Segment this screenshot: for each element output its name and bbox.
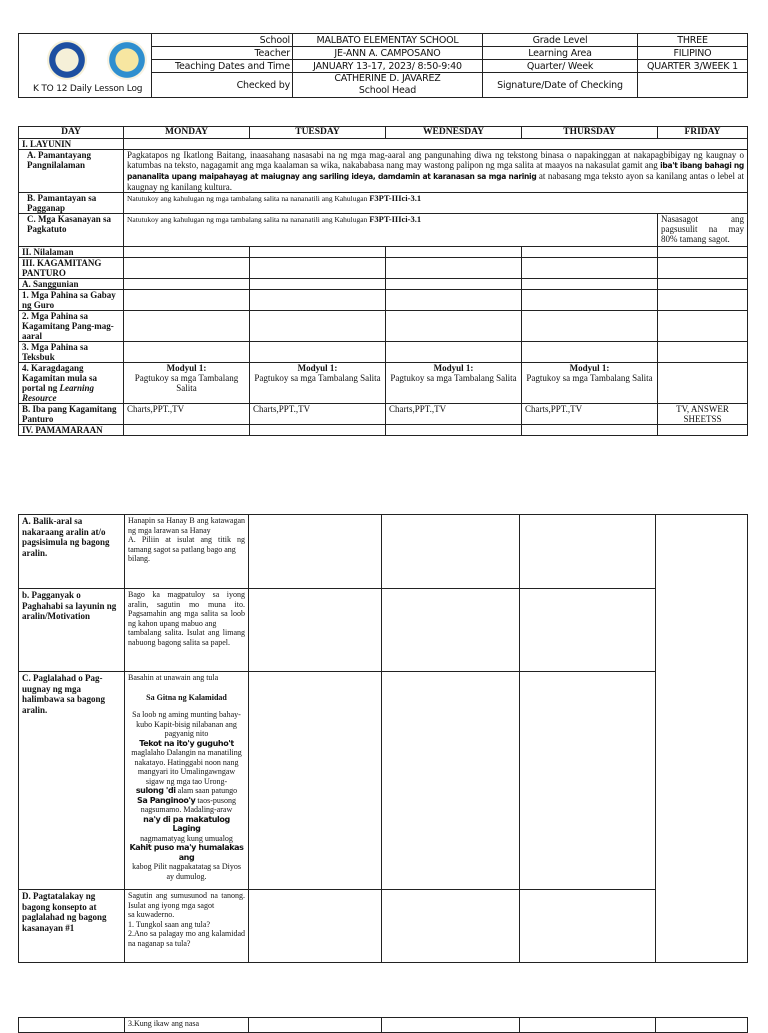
gabay-label: 1. Mga Pahina sa Gabay ng Guro	[19, 290, 124, 311]
thursday-header: THURSDAY	[522, 127, 658, 139]
empty-cell	[386, 247, 522, 258]
empty-cell	[382, 589, 520, 672]
modyul-thursday	[522, 363, 658, 404]
pagtatalakay-label: D. Pagtatalakay ng bagong konsepto at paglalahad ng bagong kasanayan #1	[19, 890, 125, 963]
karagdagang-label-text: 4. Karagdagang Kagamitan mula sa portal ng	[22, 363, 98, 393]
empty-cell	[250, 258, 386, 279]
empty-cell	[522, 279, 658, 290]
charts-wednesday: Charts,PPT.,TV	[386, 404, 522, 425]
modyul-title: Modyul 1:	[297, 363, 338, 373]
wednesday-header: WEDNESDAY	[386, 127, 522, 139]
empty-cell	[658, 247, 748, 258]
school-label: School	[152, 34, 293, 47]
empty-cell	[520, 890, 656, 963]
monday-header: MONDAY	[124, 127, 250, 139]
day-header: DAY	[19, 127, 124, 139]
karagdagang-label	[19, 363, 124, 404]
kasanayan-label: C. Mga Kasanayan sa Pagkatuto	[19, 214, 124, 247]
pagganap-description: Natutukoy ang kahulugan ng mga tambalang salita na nananatili ang Kahulugan	[127, 194, 368, 203]
pagganap-label: B. Pamantayan sa Pagganap	[19, 193, 124, 214]
modyul-wednesday	[386, 363, 522, 404]
empty-cell	[520, 515, 656, 589]
empty-cell	[658, 363, 748, 404]
empty-cell	[124, 342, 250, 363]
empty-cell	[386, 342, 522, 363]
empty-cell	[382, 672, 520, 890]
empty-cell	[249, 589, 382, 672]
empty-cell	[124, 311, 250, 342]
pagtatalakay-text: Sagutin ang sumusunod na tanong. Isulat ang iyong mga sagot sa kuwaderno. 1. Tungkol saan ang tula? 2.Ano sa palagay mo ang kalamidad na naganap sa tula?	[125, 890, 249, 963]
modyul-text: Pagtukoy sa mga Tambalang Salita	[526, 373, 653, 383]
kasanayan-text	[124, 214, 658, 247]
empty-cell	[656, 1018, 748, 1033]
checked-by-label: Checked by	[152, 73, 293, 98]
empty-cell	[658, 279, 748, 290]
learning-area-value: FILIPINO	[638, 47, 748, 60]
empty-cell	[382, 1018, 520, 1033]
school-value: MALBATO ELEMENTAY SCHOOL	[293, 34, 483, 47]
empty-cell	[124, 425, 250, 436]
modyul-text: Pagtukoy sa mga Tambalang Salita	[254, 373, 381, 383]
school-head-name: CATHERINE D. JAVAREZ	[334, 73, 441, 84]
pamantayang-text-part-3: at nabasang mga teksto ayon sa kanilang antas o lebel at kaugnay ng kanilang kultura.	[127, 171, 744, 192]
poem-line: Kahit puso ma'y humalakas ang	[129, 843, 244, 862]
empty-cell	[522, 258, 658, 279]
empty-cell	[522, 290, 658, 311]
empty-cell	[19, 1018, 125, 1033]
paglalahad-intro: Basahin at unawain ang tula	[128, 673, 219, 682]
modyul-text: Pagtukoy sa mga Tambalang Salita	[390, 373, 517, 383]
empty-cell	[386, 425, 522, 436]
checked-by-value	[293, 73, 483, 98]
next-page-text: 3.Kung ikaw ang nasa	[125, 1018, 249, 1033]
poem-title: Sa Gitna ng Kalamidad	[146, 692, 227, 702]
empty-cell	[658, 258, 748, 279]
poem-line-bold: Sa Panginoo'y	[137, 795, 196, 805]
empty-cell	[249, 672, 382, 890]
friday-procedure-cell	[656, 515, 748, 963]
signature-label: Signature/Date of Checking	[483, 73, 638, 98]
poem-line	[128, 796, 245, 815]
empty-cell	[250, 279, 386, 290]
grade-level-label: Grade Level	[483, 34, 638, 47]
empty-cell	[520, 1018, 656, 1033]
balik-aral-label: A. Balik-aral sa nakaraang aralin at/o pagsisimula ng bagong aralin.	[19, 515, 125, 589]
karagdagang-label-emph: Learning Resource	[22, 383, 95, 403]
teacher-value: JE-ANN A. CAMPOSANO	[293, 47, 483, 60]
empty-cell	[249, 890, 382, 963]
poem-line: nagmamatyag kung umualog	[140, 833, 233, 843]
kagamitang-pang-label: 2. Mga Pahina sa Kagamitang Pang-mag-aaral	[19, 311, 124, 342]
empty-cell	[250, 311, 386, 342]
kagamitang-label: III. KAGAMITANG PANTURO	[19, 258, 124, 279]
empty-cell	[250, 342, 386, 363]
dates-label: Teaching Dates and Time	[152, 60, 293, 73]
poem-line-text: taos-pusong nagsumamo. Madaling-araw	[140, 795, 236, 814]
charts-thursday: Charts,PPT.,TV	[522, 404, 658, 425]
poem-line: na'y di pa makatulog Laging	[143, 814, 230, 833]
empty-cell	[124, 290, 250, 311]
empty-cell	[522, 247, 658, 258]
empty-cell	[386, 311, 522, 342]
poem-line-text: alam saan patungo	[175, 786, 238, 795]
pamamaraan-label: IV. PAMAMARAAN	[19, 425, 124, 436]
empty-cell	[386, 290, 522, 311]
empty-cell	[386, 279, 522, 290]
nilalaman-label: II. Nilalaman	[19, 247, 124, 258]
dates-value: JANUARY 13-17, 2023/ 8:50-9:40	[293, 60, 483, 73]
poem-line: Sa loob ng aming munting bahay-kubo Kapit-bisig nilabanan ang pagyanig nito	[132, 710, 241, 738]
pamantayang-text-part-1: Pagkatapos ng Ikatlong Baitang, inaasahang nasasabi na ng mga mag-aaral ang pangunahing diwa ng tekstong binasa o napakinggan at nakapagbibigay ng kaugnay o katumbas na teksto, nagagamit ang mga kaalaman sa wika, nakababasa nang may wastong palipon ng mga salita at maayos na nakasulat gamit ang	[127, 150, 744, 170]
poem-line	[128, 786, 245, 796]
poem-line: maglalaho Dalangin na manatiling nakatayo. Hatinggabi noon nang mangyari ito Umalingawngaw sigaw ng mga tao Urong-	[131, 748, 242, 786]
pamantayang-text	[124, 150, 748, 193]
empty-cell	[520, 672, 656, 890]
tuesday-header: TUESDAY	[250, 127, 386, 139]
school-head-role: School Head	[358, 85, 417, 96]
kasanayan-code: F3PT-IIIci-3.1	[369, 214, 422, 224]
iba-pang-label: B. Iba pang Kagamitang Panturo	[19, 404, 124, 425]
empty-cell	[249, 515, 382, 589]
modyul-title: Modyul 1:	[166, 363, 207, 373]
grade-level-value: THREE	[638, 34, 748, 47]
empty-cell	[520, 589, 656, 672]
pamantayang-text-part-2: iba't ibang bahagi ng pananalita upang maipahayag at maiugnay ang sariling ideya, damdamin at karanasan sa mga narinig	[127, 161, 744, 181]
pamantayang-label: A. Pamantayang Pangnilalaman	[19, 150, 124, 193]
empty-cell	[658, 342, 748, 363]
empty-cell	[522, 342, 658, 363]
empty-cell	[250, 247, 386, 258]
quarter-value: QUARTER 3/WEEK 1	[638, 60, 748, 73]
pagganyak-text: Bago ka magpatuloy sa iyong aralin, sagutin mo muna ito. Pagsamahin ang mga salita sa loob ng kahon upang mabuo ang tambalang salita. Isulat ang limang nabuong bagong salita sa papel.	[125, 589, 249, 672]
charts-tuesday: Charts,PPT.,TV	[250, 404, 386, 425]
balik-aral-text: Hanapin sa Hanay B ang katawagan ng mga larawan sa Hanay A. Piliin at isulat ang titik ng tamang sagot sa patlang bago ang bilang.	[125, 515, 249, 589]
empty-cell	[124, 247, 250, 258]
sanggunian-label: A. Sanggunian	[19, 279, 124, 290]
modyul-title: Modyul 1:	[433, 363, 474, 373]
learning-area-label: Learning Area	[483, 47, 638, 60]
modyul-title: Modyul 1:	[569, 363, 610, 373]
poem-line-bold: sulong 'di	[135, 786, 176, 795]
modyul-tuesday	[250, 363, 386, 404]
teksbuk-label: 3. Mga Pahina sa Teksbuk	[19, 342, 124, 363]
poem	[128, 693, 245, 882]
modyul-text: Pagtukoy sa mga Tambalang Salita	[134, 373, 239, 393]
day-header-row	[19, 127, 748, 139]
empty-cell	[386, 258, 522, 279]
empty-cell	[250, 290, 386, 311]
empty-cell	[522, 311, 658, 342]
empty-cell	[382, 515, 520, 589]
layunin-label: I. LAYUNIN	[19, 139, 124, 150]
quarter-label: Quarter/ Week	[483, 60, 638, 73]
empty-cell	[382, 890, 520, 963]
lesson-plan-table	[18, 126, 748, 436]
deped-seal-icon	[47, 40, 87, 80]
empty-cell	[658, 425, 748, 436]
layunin-cell	[124, 139, 748, 150]
empty-cell	[658, 290, 748, 311]
logo-title: K TO 12 Daily Lesson Log	[33, 84, 143, 94]
procedure-table	[18, 514, 748, 963]
friday-header: FRIDAY	[658, 127, 748, 139]
modyul-monday	[124, 363, 250, 404]
poem-line: kabog Pilit nagpakatatag sa Diyos ay dumulog.	[132, 862, 241, 881]
empty-cell	[124, 258, 250, 279]
empty-cell	[124, 279, 250, 290]
pagganyak-label: b. Pagganyak o Paghahabi sa layunin ng aralin/Motivation	[19, 589, 125, 672]
empty-cell	[522, 425, 658, 436]
empty-cell	[658, 311, 748, 342]
charts-friday: TV, ANSWER SHEETSS	[658, 404, 748, 425]
charts-monday: Charts,PPT.,TV	[124, 404, 250, 425]
teacher-label: Teacher	[152, 47, 293, 60]
pagganap-code: F3PT-IIIci-3.1	[369, 193, 422, 203]
logo-block	[19, 34, 152, 98]
empty-cell	[249, 1018, 382, 1033]
kasanayan-friday: Nasasagot ang pagsusulit na may 80% tamang sagot.	[658, 214, 748, 247]
pagganap-text	[124, 193, 748, 214]
lesson-log-header	[18, 33, 748, 98]
paglalahad-label: C. Paglalahad o Pag-uugnay ng mga halimbawa sa bagong aralin.	[19, 672, 125, 890]
next-page-table	[18, 1017, 748, 1033]
kasanayan-description: Natutukoy ang kahulugan ng mga tambalang salita na nananatili ang Kahulugan	[127, 215, 368, 224]
empty-cell	[250, 425, 386, 436]
signature-value	[638, 73, 748, 98]
poem-line: Tekot na ito'y guguho't	[139, 738, 234, 748]
poem-cell	[125, 672, 249, 890]
school-seal-icon	[107, 40, 147, 80]
